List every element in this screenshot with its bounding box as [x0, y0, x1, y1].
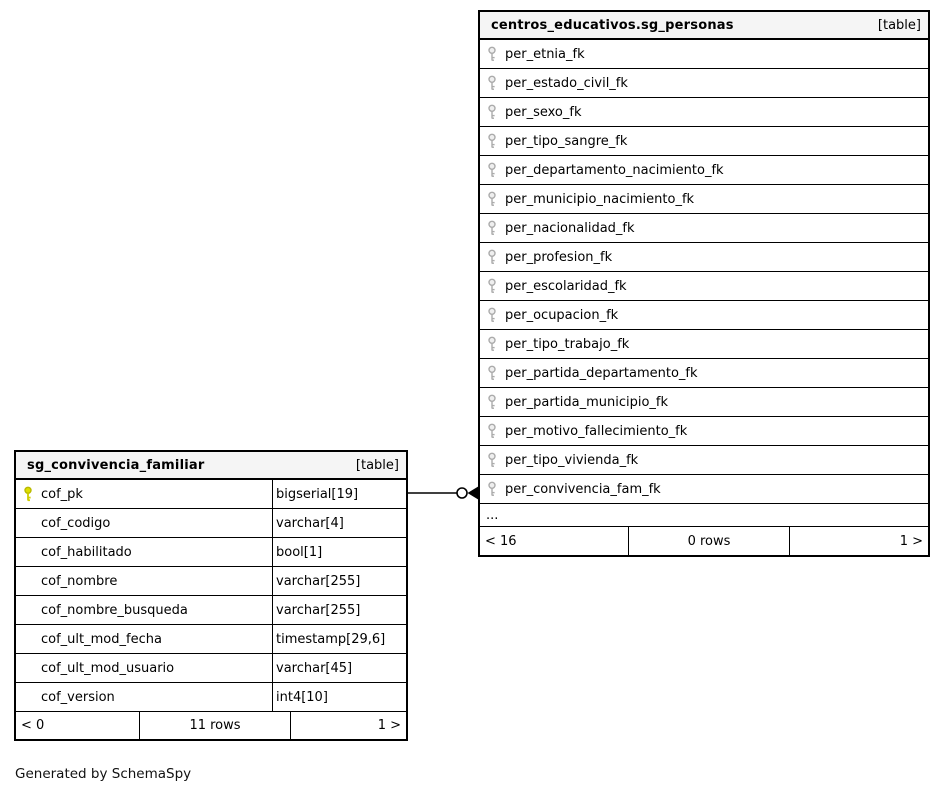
- column-type: bigserial[19]: [272, 480, 406, 508]
- column-row-per_estado_civil_fk: [480, 69, 928, 98]
- column-name-cell: [480, 98, 928, 126]
- column-name: cof_codigo: [41, 515, 111, 531]
- column-name-cell: [16, 625, 272, 653]
- column-name-cell: [480, 69, 928, 97]
- column-name-cell: [16, 567, 272, 595]
- column-name-cell: [16, 654, 272, 682]
- column-row-per_municipio_nacimiento_fk: [480, 185, 928, 214]
- hidden-columns-ellipsis: ...: [480, 504, 928, 527]
- column-name-cell: [480, 417, 928, 445]
- column-row-per_sexo_fk: [480, 98, 928, 127]
- column-name: per_convivencia_fam_fk: [505, 481, 661, 497]
- zero-cardinality-dot: [457, 488, 467, 498]
- column-name: per_nacionalidad_fk: [505, 220, 635, 236]
- column-row-per_tipo_vivienda_fk: [480, 446, 928, 475]
- column-row-cof_nombre_busqueda: [16, 596, 406, 625]
- column-row-per_ocupacion_fk: [480, 301, 928, 330]
- foreign-key-icon: [487, 336, 497, 352]
- column-name-cell: [480, 156, 928, 184]
- column-row-per_etnia_fk: [480, 40, 928, 69]
- icon-spacer: [23, 515, 33, 531]
- column-name: cof_habilitado: [41, 544, 132, 560]
- table-title[interactable]: centros_educativos.sg_personas: [491, 17, 734, 33]
- column-row-per_profesion_fk: [480, 243, 928, 272]
- icon-spacer: [23, 631, 33, 647]
- column-name: per_escolaridad_fk: [505, 278, 627, 294]
- table-box-centros-educativos-sg-personas: [478, 10, 930, 557]
- column-row-cof_ult_mod_usuario: [16, 654, 406, 683]
- column-name-cell: [480, 243, 928, 271]
- column-name-cell: [480, 446, 928, 474]
- footer-parents-count: < 0: [16, 712, 140, 739]
- relationship-connector: [404, 480, 482, 506]
- table-type-tag: [table]: [355, 457, 399, 473]
- icon-spacer: [23, 602, 33, 618]
- column-name: per_sexo_fk: [505, 104, 582, 120]
- icon-spacer: [23, 573, 33, 589]
- table-box-sg-convivencia-familiar: [14, 450, 408, 741]
- column-name: cof_ult_mod_fecha: [41, 631, 162, 647]
- column-type: bool[1]: [272, 538, 406, 566]
- column-name: per_estado_civil_fk: [505, 75, 628, 91]
- column-name: per_tipo_trabajo_fk: [505, 336, 630, 352]
- column-name: cof_nombre: [41, 573, 118, 589]
- foreign-key-icon: [487, 278, 497, 294]
- foreign-key-icon: [487, 394, 497, 410]
- column-rows: [480, 40, 928, 504]
- column-name-cell: [16, 509, 272, 537]
- table-header: [480, 12, 928, 40]
- column-name-cell: [480, 40, 928, 68]
- column-name: per_partida_municipio_fk: [505, 394, 669, 410]
- column-name: per_tipo_sangre_fk: [505, 133, 628, 149]
- foreign-key-icon: [487, 423, 497, 439]
- foreign-key-icon: [487, 481, 497, 497]
- column-name: per_motivo_fallecimiento_fk: [505, 423, 688, 439]
- column-row-per_nacionalidad_fk: [480, 214, 928, 243]
- column-name: cof_pk: [41, 486, 83, 502]
- foreign-key-icon: [487, 46, 497, 62]
- table-title[interactable]: sg_convivencia_familiar: [27, 457, 205, 473]
- icon-spacer: [23, 660, 33, 676]
- column-name-cell: [480, 272, 928, 300]
- footer-parents-count: < 16: [480, 527, 629, 555]
- foreign-key-icon: [487, 162, 497, 178]
- table-footer: [480, 527, 928, 555]
- column-row-cof_ult_mod_fecha: [16, 625, 406, 654]
- column-rows: [16, 480, 406, 712]
- column-type: varchar[255]: [272, 567, 406, 595]
- foreign-key-icon: [487, 365, 497, 381]
- column-name-cell: [480, 301, 928, 329]
- column-name-cell: [480, 185, 928, 213]
- arrowhead-icon: [468, 487, 479, 500]
- column-name: per_departamento_nacimiento_fk: [505, 162, 724, 178]
- column-name-cell: [480, 388, 928, 416]
- table-type-tag: [table]: [877, 17, 921, 33]
- foreign-key-icon: [487, 133, 497, 149]
- column-row-cof_codigo: [16, 509, 406, 538]
- column-name: per_municipio_nacimiento_fk: [505, 191, 695, 207]
- table-header: [16, 452, 406, 480]
- column-name: cof_ult_mod_usuario: [41, 660, 175, 676]
- icon-spacer: [23, 689, 33, 705]
- foreign-key-icon: [487, 249, 497, 265]
- schemaspy-credit: Generated by SchemaSpy: [15, 766, 192, 782]
- column-type: varchar[255]: [272, 596, 406, 624]
- primary-key-icon: [23, 486, 33, 502]
- foreign-key-icon: [487, 104, 497, 120]
- column-row-per_departamento_nacimiento_fk: [480, 156, 928, 185]
- column-name: per_etnia_fk: [505, 46, 585, 62]
- footer-children-count: 1 >: [377, 718, 401, 733]
- foreign-key-icon: [487, 307, 497, 323]
- column-name-cell: [480, 330, 928, 358]
- footer-row-count: 0 rows: [629, 527, 790, 555]
- column-row-per_convivencia_fam_fk: [480, 475, 928, 504]
- footer-children-count: 1 >: [899, 533, 923, 549]
- column-name-cell: [480, 475, 928, 503]
- column-type: timestamp[29,6]: [272, 625, 406, 653]
- column-name-cell: [16, 683, 272, 711]
- column-type: varchar[4]: [272, 509, 406, 537]
- column-name-cell: [16, 480, 272, 508]
- column-name-cell: [480, 127, 928, 155]
- column-row-per_motivo_fallecimiento_fk: [480, 417, 928, 446]
- column-row-cof_nombre: [16, 567, 406, 596]
- column-name: per_tipo_vivienda_fk: [505, 452, 639, 468]
- column-name: per_ocupacion_fk: [505, 307, 619, 323]
- icon-spacer: [23, 544, 33, 560]
- column-row-cof_version: [16, 683, 406, 712]
- column-name-cell: [480, 359, 928, 387]
- column-name-cell: [16, 596, 272, 624]
- footer-row-count: 11 rows: [140, 712, 291, 739]
- column-row-per_partida_departamento_fk: [480, 359, 928, 388]
- column-name: per_profesion_fk: [505, 249, 613, 265]
- column-type: int4[10]: [272, 683, 406, 711]
- column-name-cell: [480, 214, 928, 242]
- foreign-key-icon: [487, 220, 497, 236]
- column-row-per_partida_municipio_fk: [480, 388, 928, 417]
- column-row-per_escolaridad_fk: [480, 272, 928, 301]
- column-row-per_tipo_trabajo_fk: [480, 330, 928, 359]
- column-row-cof_pk: [16, 480, 406, 509]
- column-name: per_partida_departamento_fk: [505, 365, 698, 381]
- foreign-key-icon: [487, 191, 497, 207]
- column-name-cell: [16, 538, 272, 566]
- column-name: cof_nombre_busqueda: [41, 602, 188, 618]
- table-footer: [16, 712, 406, 739]
- column-row-cof_habilitado: [16, 538, 406, 567]
- column-row-per_tipo_sangre_fk: [480, 127, 928, 156]
- foreign-key-icon: [487, 452, 497, 468]
- column-type: varchar[45]: [272, 654, 406, 682]
- foreign-key-icon: [487, 75, 497, 91]
- column-name: cof_version: [41, 689, 115, 705]
